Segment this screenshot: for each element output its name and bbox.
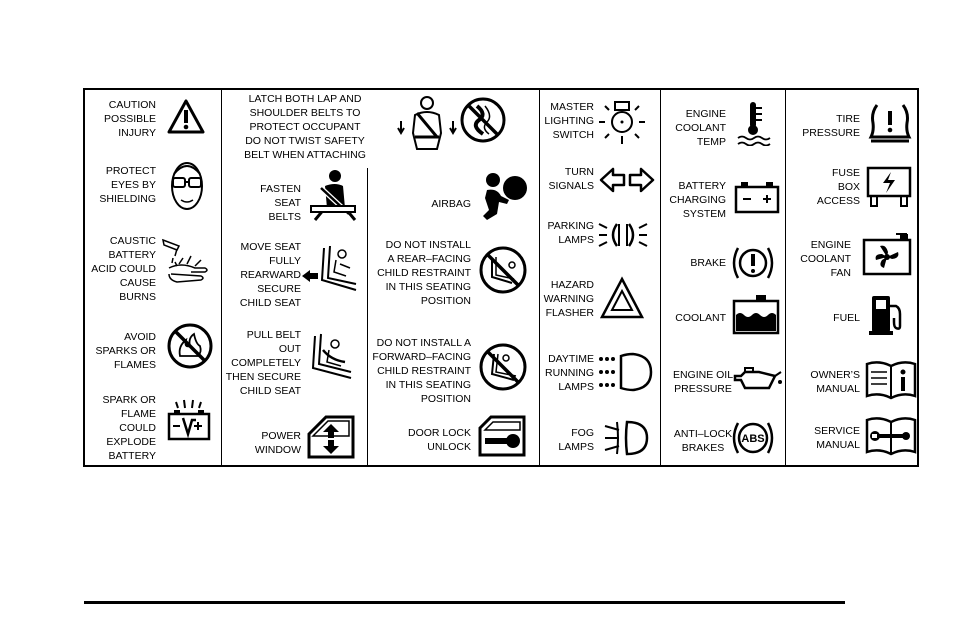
battery-charging-label: BATTERY CHARGING SYSTEM: [669, 180, 726, 220]
abs-icon: [730, 417, 776, 459]
coolant-fan-label: ENGINE COOLANT FAN: [800, 239, 851, 279]
thermometer-icon: [736, 100, 772, 146]
hazard-triangle-icon: [599, 276, 645, 320]
door-lock-label: DOOR LOCK UNLOCK: [407, 427, 471, 453]
no-forward-facing-seat-icon: [478, 342, 528, 392]
daytime-lamps-icon: [597, 352, 653, 392]
seatbelt-icon: [309, 168, 359, 224]
engine-coolant-temp-label: ENGINE COOLANT TEMP: [675, 108, 726, 148]
fog-label: FOG LAMPS: [558, 427, 594, 453]
oil-pressure-label: ENGINE OIL PRESSURE: [672, 369, 734, 395]
fog-lamps-icon: [603, 418, 649, 458]
battery-icon: [734, 180, 780, 214]
brake-icon: [730, 242, 776, 284]
parking-lamps-label: PARKING LAMPS: [547, 220, 594, 246]
child-seat-belt-icon: [309, 332, 361, 384]
coolant-label: COOLANT: [675, 312, 726, 324]
turn-arrows-icon: [599, 166, 655, 194]
hazard-label: HAZARD WARNING FLASHER: [543, 279, 594, 319]
power-window-label: POWER WINDOW: [254, 430, 301, 456]
parking-lamps-icon: [597, 218, 649, 252]
tire-pressure-label: TIRE PRESSURE: [802, 113, 860, 139]
service-manual-label: SERVICE MANUAL: [814, 425, 860, 451]
brake-label: BRAKE: [690, 257, 726, 269]
battery-explode-icon: [166, 398, 212, 442]
avoid-sparks-label: AVOID SPARKS OR FLAMES: [95, 331, 156, 371]
no-rear-facing-label: DO NOT INSTALL A REAR–FACING CHILD RESTRAINT IN THIS SEATING POSITION: [377, 239, 471, 307]
column-divider: [785, 90, 786, 465]
wrench-book-icon: [865, 414, 917, 456]
move-seat-label: MOVE SEAT FULLY REARWARD SECURE CHILD SEAT: [239, 241, 301, 309]
abs-icon-text: ABS: [741, 433, 765, 445]
column-divider: [367, 168, 368, 465]
warning-triangle-icon: [166, 98, 206, 136]
protect-eyes-label: PROTECT EYES BY SHIELDING: [99, 165, 156, 205]
footer-rule: [84, 601, 845, 604]
airbag-label: AIRBAG: [431, 198, 471, 210]
airbag-icon: [479, 170, 531, 222]
no-forward-facing-label: DO NOT INSTALL A FORWARD–FACING CHILD RESTRAINT IN THIS SEATING POSITION: [372, 337, 471, 405]
caution-label: CAUTION POSSIBLE INJURY: [104, 99, 156, 139]
fasten-label: FASTEN SEAT BELTS: [260, 183, 301, 223]
no-twist-belt-icon: [459, 96, 507, 144]
coolant-tank-icon: [732, 293, 780, 335]
tire-pressure-icon: [867, 99, 913, 145]
turn-signals-label: TURN SIGNALS: [548, 166, 594, 192]
occupant-belt-icon: [397, 93, 457, 155]
coolant-fan-icon: [862, 232, 912, 276]
acid-hand-icon: [161, 236, 213, 288]
abs-label: ANTI–LOCK BRAKES: [673, 428, 733, 454]
column-divider: [660, 90, 661, 465]
symbol-chart: [83, 88, 919, 467]
no-flame-icon: [166, 322, 214, 370]
no-rear-facing-seat-icon: [478, 245, 528, 295]
latch-belts-label: LATCH BOTH LAP AND SHOULDER BELTS TO PROTECT OCCUPANT DO NOT TWIST SAFETY BELT WHEN ATTACHING: [244, 93, 366, 161]
column-divider: [221, 90, 222, 465]
light-bulb-icon: [597, 100, 647, 146]
daytime-label: DAYTIME RUNNING LAMPS: [545, 353, 594, 393]
master-lighting-label: MASTER LIGHTING SWITCH: [544, 101, 594, 141]
oil-can-icon: [733, 366, 783, 392]
fuse-box-icon: [865, 166, 913, 208]
door-lock-icon: [477, 414, 527, 458]
spark-explode-label: SPARK OR FLAME COULD EXPLODE BATTERY: [102, 394, 156, 462]
fuse-box-label: FUSE BOX ACCESS: [816, 167, 860, 207]
caustic-label: CAUSTIC BATTERY ACID COULD CAUSE BURNS: [91, 235, 156, 303]
fuel-pump-icon: [868, 294, 908, 336]
info-book-icon: [865, 358, 917, 400]
owners-manual-label: OWNER’S MANUAL: [810, 369, 860, 395]
pull-belt-label: PULL BELT OUT COMPLETELY THEN SECURE CHILD SEAT: [225, 329, 301, 397]
fuel-label: FUEL: [833, 312, 860, 324]
face-goggles-icon: [168, 156, 206, 214]
child-seat-rearward-icon: [300, 240, 362, 298]
power-window-icon: [306, 414, 356, 460]
